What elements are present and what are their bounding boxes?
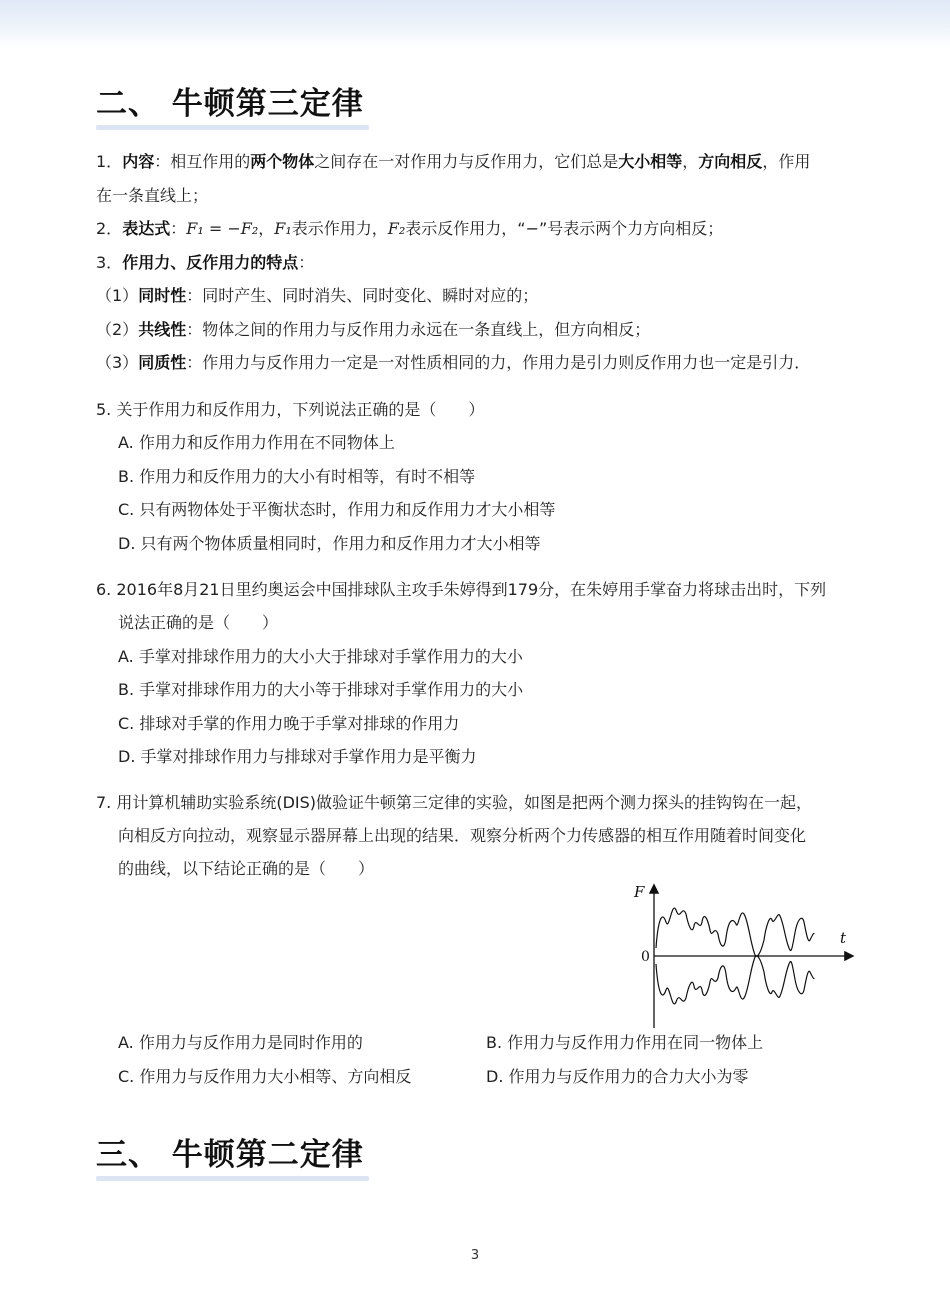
question-7-option-b[interactable]: B. 作用力与反作用力作用在同一物体上 <box>486 1033 764 1052</box>
question-7-option-a[interactable]: A. 作用力与反作用力是同时作用的 <box>118 1033 363 1052</box>
point-label: 内容 <box>122 152 155 171</box>
x-axis-label: t <box>840 929 847 947</box>
question-5-option-d[interactable]: D. 只有两个物体质量相同时，作用力和反作用力才大小相等 <box>118 534 541 553</box>
point-number: 3． <box>96 253 123 272</box>
colon: ： <box>154 152 171 171</box>
y-axis-label: F <box>634 883 645 901</box>
question-5-option-a[interactable]: A. 作用力和反作用力作用在不同物体上 <box>118 433 395 452</box>
question-7-option-c[interactable]: C. 作用力与反作用力大小相等、方向相反 <box>118 1067 412 1086</box>
formula: F₁ = −F₂ <box>186 219 259 238</box>
colon: ： <box>170 219 187 238</box>
point-1-content-line2: 在一条直线上； <box>96 186 209 205</box>
point-3-2-collinearity <box>96 320 650 340</box>
page-number: 3 <box>470 1248 480 1263</box>
question-6-option-a[interactable]: A. 手掌对排球作用力的大小大于排球对手掌作用力的大小 <box>118 647 523 666</box>
question-6-stem-line2: 说法正确的是（ ） <box>118 613 279 632</box>
bold-run: 方向相反 <box>698 152 763 171</box>
point-label: 同时性 <box>138 286 187 305</box>
text-run: ：作用力与反作用力一定是一对性质相同的力，作用力是引力则反作用力也一定是引力． <box>186 353 811 372</box>
point-label: 表达式 <box>122 219 171 238</box>
page-header-band <box>0 0 950 48</box>
question-7-option-d[interactable]: D. 作用力与反作用力的合力大小为零 <box>486 1067 749 1086</box>
point-label: 同质性 <box>138 353 187 372</box>
question-7-stem-line2: 向相反方向拉动，观察显示器屏幕上出现的结果．观察分析两个力传感器的相互作用随着时间变化 <box>118 826 807 845</box>
question-6-stem: 6. 2016年8月21日里约奥运会中国排球队主攻手朱婷得到179分，在朱婷用手掌奋力将球击出时，下列 <box>96 580 827 599</box>
point-3-1-simultaneity <box>96 286 538 306</box>
text-run: 表示反作用力，“−”号表示两个力方向相反； <box>405 219 724 238</box>
text-run: 之间存在一对作用力与反作用力，它们总是 <box>314 152 619 171</box>
section-title-newton-third-law: 二、 牛顿第三定律 <box>96 86 364 122</box>
point-number: （1） <box>96 286 139 305</box>
point-3-3-same-nature <box>96 353 810 373</box>
point-label: 作用力、反作用力的特点 <box>122 253 299 272</box>
text-run: 表示作用力， <box>291 219 388 238</box>
section-title-newton-second-law: 三、 牛顿第二定律 <box>96 1137 364 1173</box>
text-run: ：物体之间的作用力与反作用力永远在一条直线上，但方向相反； <box>186 320 651 339</box>
question-5-stem: 5. 关于作用力和反作用力，下列说法正确的是（ ） <box>96 400 485 419</box>
point-2-expression <box>96 219 723 239</box>
point-label: 共线性 <box>138 320 187 339</box>
text-run: ：同时产生、同时消失、同时变化、瞬时对应的； <box>186 286 539 305</box>
text-run: 相互作用的 <box>170 152 251 171</box>
question-7-stem-line3: 的曲线，以下结论正确的是（ ） <box>118 859 375 878</box>
force-time-graph <box>628 880 858 1030</box>
bold-run: 两个物体 <box>250 152 315 171</box>
colon: ： <box>298 253 315 272</box>
question-5-option-b[interactable]: B. 作用力和反作用力的大小有时相等，有时不相等 <box>118 467 476 486</box>
point-number: 2． <box>96 219 123 238</box>
text-run: ， <box>682 152 699 171</box>
point-number: （3） <box>96 353 139 372</box>
symbol-f1: F₁ <box>274 219 292 238</box>
text-run: ，作用 <box>762 152 811 171</box>
section-title-underline <box>96 1176 369 1181</box>
section-title-underline <box>96 125 369 130</box>
text-run: ， <box>258 219 275 238</box>
point-3-characteristics <box>96 253 314 273</box>
symbol-f2: F₂ <box>387 219 406 238</box>
question-7-stem: 7. 用计算机辅助实验系统(DIS)做验证牛顿第三定律的实验，如图是把两个测力探头的挂钩钩在一起， <box>96 793 813 812</box>
question-6-option-d[interactable]: D. 手掌对排球作用力与排球对手掌作用力是平衡力 <box>118 747 477 766</box>
point-1-content <box>96 152 810 172</box>
curve-negative-force <box>656 956 814 1004</box>
origin-label: 0 <box>641 949 650 965</box>
bold-run: 大小相等 <box>618 152 683 171</box>
question-6-option-b[interactable]: B. 手掌对排球作用力的大小等于排球对手掌作用力的大小 <box>118 680 524 699</box>
point-number: （2） <box>96 320 139 339</box>
question-6-option-c[interactable]: C. 排球对手掌的作用力晚于手掌对排球的作用力 <box>118 714 460 733</box>
curve-positive-force <box>656 908 814 956</box>
question-5-option-c[interactable]: C. 只有两物体处于平衡状态时，作用力和反作用力才大小相等 <box>118 500 556 519</box>
point-number: 1． <box>96 152 123 171</box>
